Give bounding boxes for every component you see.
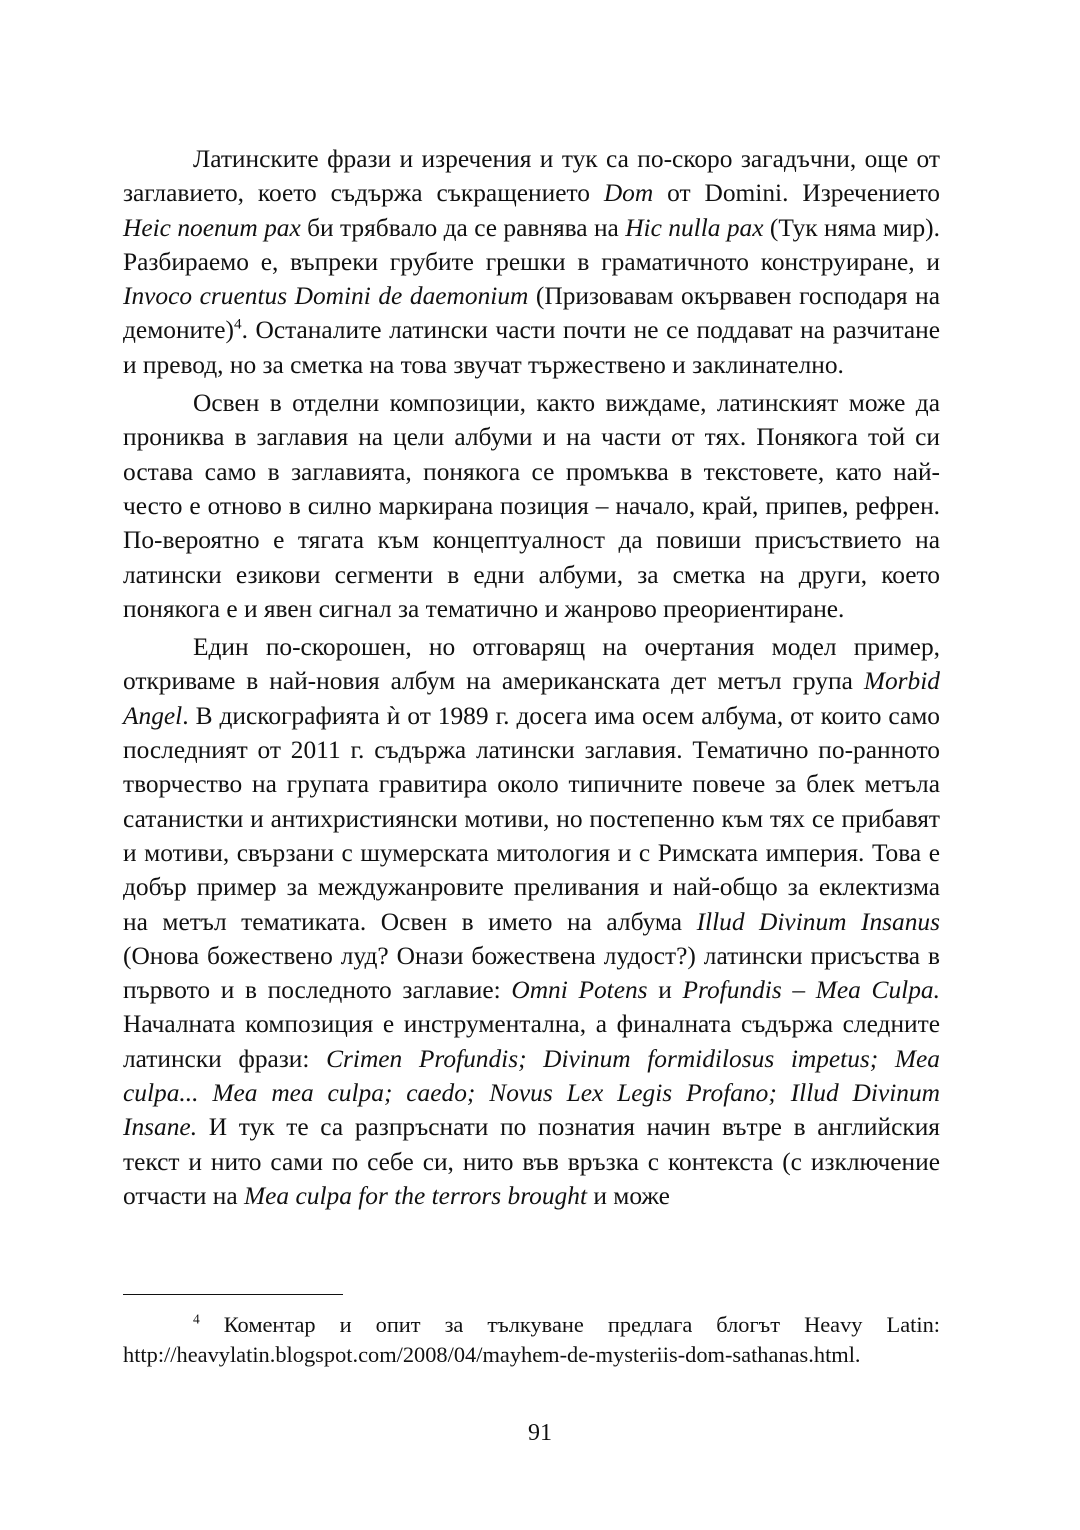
footnote-reference: 4	[233, 316, 242, 334]
footnote-marker: 4	[193, 1311, 200, 1327]
text-run: Латинските фрази и изречения и тук са по-скоро загадъчни, още от заглавието, което съдържа съкращението	[123, 145, 940, 208]
italic-phrase: Crimen Profundis; Divinum formidilosus impetus; Mea culpa... Mea mea culpa; caedo; Novus Lex Legis Profano; Illud Divinum Insane.	[123, 1044, 940, 1142]
paragraph-2	[123, 386, 940, 626]
paragraph-1	[123, 142, 940, 382]
text-run: Освен в отделни композиции, както виждаме, латинският може да прониква в заглавия на цели албуми и на части от тях. Понякога той си остава само в заглавията, понякога се промъква в текстовете, като най-често е отново в силно маркирана позиция – начало, край, припев, рефрен. По-вероятно е тягата към концептуалност да повиши присъствието на латински езикови сегменти в едни албуми, за сметка на други, което понякога е и явен сигнал за тематично и жанрово преориентиране.	[123, 389, 940, 623]
italic-phrase: Illud Divinum Insanus	[696, 907, 940, 936]
text-run: и може	[587, 1181, 670, 1210]
footnote-separator	[123, 1294, 343, 1295]
text-run: Един по-скорошен, но отговарящ на очертания модел пример, откриваме в най-новия албум на американската дет метъл група	[123, 633, 940, 696]
page-number: 91	[528, 1420, 552, 1446]
footnote-text: Коментар и опит за тълкуване предлага блогът Heavy Latin: http://heavylatin.blogspot.com/2008/04/mayhem-de-mysteriis-dom-sathanas.html.	[123, 1312, 940, 1367]
text-run: (Призовавам окървавен господаря на демоните)	[123, 282, 940, 345]
italic-phrase: Dom	[603, 179, 654, 208]
italic-phrase: Omni Potens	[511, 976, 648, 1005]
text-run: И тук те са разпръснати по познатия начин вътре в английския текст и нито сами по себе си, нито във връзка с контекста (с изключение отчасти на	[123, 1113, 940, 1210]
body-text	[123, 142, 940, 1213]
italic-phrase: Heic noenum pax	[123, 213, 301, 242]
text-run: (Тук няма мир). Разбираемо е, въпреки грубите грешки в граматичното конструиране, и	[123, 213, 940, 276]
paragraph-3	[123, 630, 940, 1213]
text-run: би трябвало да се равнява на	[300, 213, 626, 242]
italic-phrase: Mea culpa for the terrors brought	[244, 1181, 587, 1210]
text-run: Началната композиция е инструментална, а финалната съдържа следните латински фрази:	[123, 1010, 940, 1073]
text-run: . Останалите латински части почти не се поддават на разчитане и превод, но за сметка на това звучат тържествено и заклинателно.	[123, 316, 940, 379]
text-run: от Domini. Изречението	[653, 179, 940, 208]
text-run: (Онова божествено луд? Онази божествена лудост?) латински присъства в първото и в последното заглавие:	[123, 941, 940, 1005]
footnote-4	[123, 1310, 940, 1370]
italic-phrase: Hic nulla pax	[625, 213, 764, 242]
italic-phrase: Invoco cruentus Domini de daemonium	[123, 282, 529, 311]
text-run: . В дискографията ѝ от 1989 г. досега има осем албума, от които само последният от 2011 г. съдържа латински заглавия. Тематично по-ранното творчество на групата гравитира около типичните повече за блек метъла сатанистки и антихристиянски мотиви, но постепенно към тях се прибавят и мотиви, свързани с шумерската митология и с Римската империя. Това е добър пример за междужанровите преливания и най-общо за еклектизма на метъл тематиката. Освен в името на албума	[123, 701, 940, 936]
italic-phrase: Profundis – Mea Culpa.	[682, 976, 940, 1005]
italic-phrase: Morbid Angel	[123, 667, 940, 730]
text-run: и	[647, 976, 683, 1005]
